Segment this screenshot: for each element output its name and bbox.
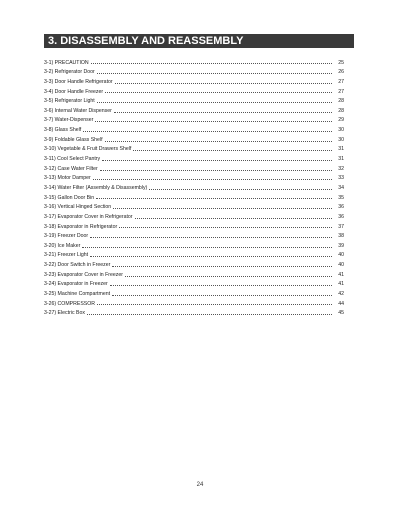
- toc-entry-label: 3-16) Vertical Hinged Section: [44, 204, 112, 211]
- toc-entry-label: 3-21) Freezer Light: [44, 252, 89, 259]
- toc-entry-page: 31: [338, 156, 344, 163]
- toc-entry-page: 42: [338, 291, 344, 298]
- toc-entry[interactable]: [44, 239, 344, 249]
- toc-entry-page: 37: [338, 223, 344, 230]
- dot-leader: [112, 295, 332, 296]
- toc-entry[interactable]: [44, 75, 344, 85]
- toc-entry-page: 40: [338, 262, 344, 269]
- dot-leader: [91, 63, 332, 64]
- toc-entry-page: 30: [338, 136, 344, 143]
- toc-entry[interactable]: [44, 56, 344, 66]
- toc-entry[interactable]: [44, 230, 344, 240]
- toc-entry[interactable]: [44, 162, 344, 172]
- toc-entry-page: 35: [338, 194, 344, 201]
- toc-entry[interactable]: [44, 133, 344, 143]
- toc-entry-page: 25: [338, 59, 344, 66]
- toc-entry-label: 3-13) Motor Damper: [44, 175, 91, 182]
- toc-entry[interactable]: [44, 307, 344, 317]
- toc-entry-page: 33: [338, 175, 344, 182]
- toc-entry-page: 30: [338, 127, 344, 134]
- toc-entry-page: 40: [338, 252, 344, 259]
- toc-entry-page: 27: [338, 78, 344, 85]
- toc-entry-label: 3-19) Freezer Door: [44, 233, 89, 240]
- toc-entry[interactable]: [44, 143, 344, 153]
- toc-entry-label: 3-15) Gallon Door Bin: [44, 194, 95, 201]
- toc-entry-page: 27: [338, 88, 344, 95]
- page-number: 24: [196, 482, 204, 488]
- toc-entry-label: 3-25) Machine Compartment: [44, 291, 111, 298]
- dot-leader: [149, 189, 332, 190]
- toc-entry[interactable]: [44, 191, 344, 201]
- toc-entry-page: 45: [338, 310, 344, 317]
- toc-entry[interactable]: [44, 172, 344, 182]
- toc-entry[interactable]: [44, 278, 344, 288]
- toc-entry-label: 3-1) PRECAUTION: [44, 59, 89, 66]
- dot-leader: [97, 304, 332, 305]
- toc-entry-label: 3-17) Evaporator Cover in Refrigerator: [44, 213, 133, 220]
- dot-leader: [114, 112, 332, 113]
- toc-entry[interactable]: [44, 95, 344, 105]
- dot-leader: [97, 73, 332, 74]
- toc-entry-label: 3-3) Door Handle Refrigerator: [44, 78, 113, 85]
- toc-entry-page: 28: [338, 98, 344, 105]
- dot-leader: [113, 208, 332, 209]
- section-title: 3. DISASSEMBLY AND REASSEMBLY: [44, 34, 354, 48]
- toc-entry-label: 3-8) Glass Shelf: [44, 127, 82, 134]
- dot-leader: [105, 141, 332, 142]
- dot-leader: [125, 276, 332, 277]
- table-of-contents: [44, 56, 344, 316]
- toc-entry-label: 3-27) Electric Box: [44, 310, 85, 317]
- dot-leader: [110, 285, 332, 286]
- toc-entry-label: 3-9) Foldable Glass Shelf: [44, 136, 103, 143]
- toc-entry[interactable]: [44, 104, 344, 114]
- toc-entry-page: 26: [338, 69, 344, 76]
- dot-leader: [90, 256, 332, 257]
- toc-entry-page: 31: [338, 146, 344, 153]
- dot-leader: [119, 227, 332, 228]
- dot-leader: [102, 160, 332, 161]
- dot-leader: [82, 247, 332, 248]
- toc-entry-label: 3-14) Water Filter (Assembly & Disassembly): [44, 184, 148, 191]
- toc-entry-page: 38: [338, 233, 344, 240]
- toc-entry-label: 3-4) Door Handle Freezer: [44, 88, 104, 95]
- toc-entry[interactable]: [44, 123, 344, 133]
- toc-entry-label: 3-2) Refrigerator Door: [44, 69, 95, 76]
- dot-leader: [90, 237, 332, 238]
- toc-entry[interactable]: [44, 268, 344, 278]
- toc-entry-label: 3-20) Ice Maker: [44, 242, 81, 249]
- toc-entry-page: 34: [338, 184, 344, 191]
- toc-entry-page: 41: [338, 271, 344, 278]
- toc-entry-label: 3-24) Evaporator in Freezer: [44, 281, 108, 288]
- dot-leader: [97, 102, 332, 103]
- toc-entry[interactable]: [44, 297, 344, 307]
- dot-leader: [115, 83, 332, 84]
- toc-entry-label: 3-22) Door Switch in Freezer: [44, 262, 111, 269]
- toc-entry-page: 44: [338, 300, 344, 307]
- toc-entry[interactable]: [44, 210, 344, 220]
- dot-leader: [100, 170, 332, 171]
- toc-entry[interactable]: [44, 66, 344, 76]
- toc-entry[interactable]: [44, 181, 344, 191]
- dot-leader: [95, 121, 332, 122]
- dot-leader: [105, 92, 332, 93]
- toc-entry-label: 3-5) Refrigerator Light: [44, 98, 95, 105]
- toc-entry-page: 36: [338, 204, 344, 211]
- toc-entry-label: 3-11) Cool Select Pantry: [44, 156, 101, 163]
- toc-entry[interactable]: [44, 152, 344, 162]
- toc-entry-label: 3-26) COMPRESSOR: [44, 300, 96, 307]
- toc-entry[interactable]: [44, 220, 344, 230]
- dot-leader: [83, 131, 332, 132]
- toc-entry-label: 3-12) Case Water Filter: [44, 165, 98, 172]
- dot-leader: [133, 150, 332, 151]
- toc-entry-label: 3-18) Evaporator in Refrigerator: [44, 223, 118, 230]
- dot-leader: [87, 314, 332, 315]
- toc-entry-page: 36: [338, 213, 344, 220]
- dot-leader: [93, 179, 332, 180]
- toc-entry-label: 3-7) Water-Dispenser: [44, 117, 94, 124]
- toc-entry[interactable]: [44, 114, 344, 124]
- toc-entry[interactable]: [44, 85, 344, 95]
- toc-entry-page: 39: [338, 242, 344, 249]
- toc-entry-label: 3-6) Internal Water Dispenser: [44, 107, 112, 114]
- dot-leader: [112, 266, 332, 267]
- toc-entry-page: 32: [338, 165, 344, 172]
- toc-entry[interactable]: [44, 258, 344, 268]
- toc-entry-page: 29: [338, 117, 344, 124]
- toc-entry-page: 28: [338, 107, 344, 114]
- dot-leader: [96, 198, 332, 199]
- toc-entry-label: 3-23) Evaporator Cover in Freezer: [44, 271, 123, 278]
- toc-entry-label: 3-10) Vegetable & Fruit Drawers Shelf: [44, 146, 132, 153]
- dot-leader: [135, 218, 332, 219]
- toc-entry[interactable]: [44, 287, 344, 297]
- toc-entry[interactable]: [44, 201, 344, 211]
- toc-entry-page: 41: [338, 281, 344, 288]
- toc-entry[interactable]: [44, 249, 344, 259]
